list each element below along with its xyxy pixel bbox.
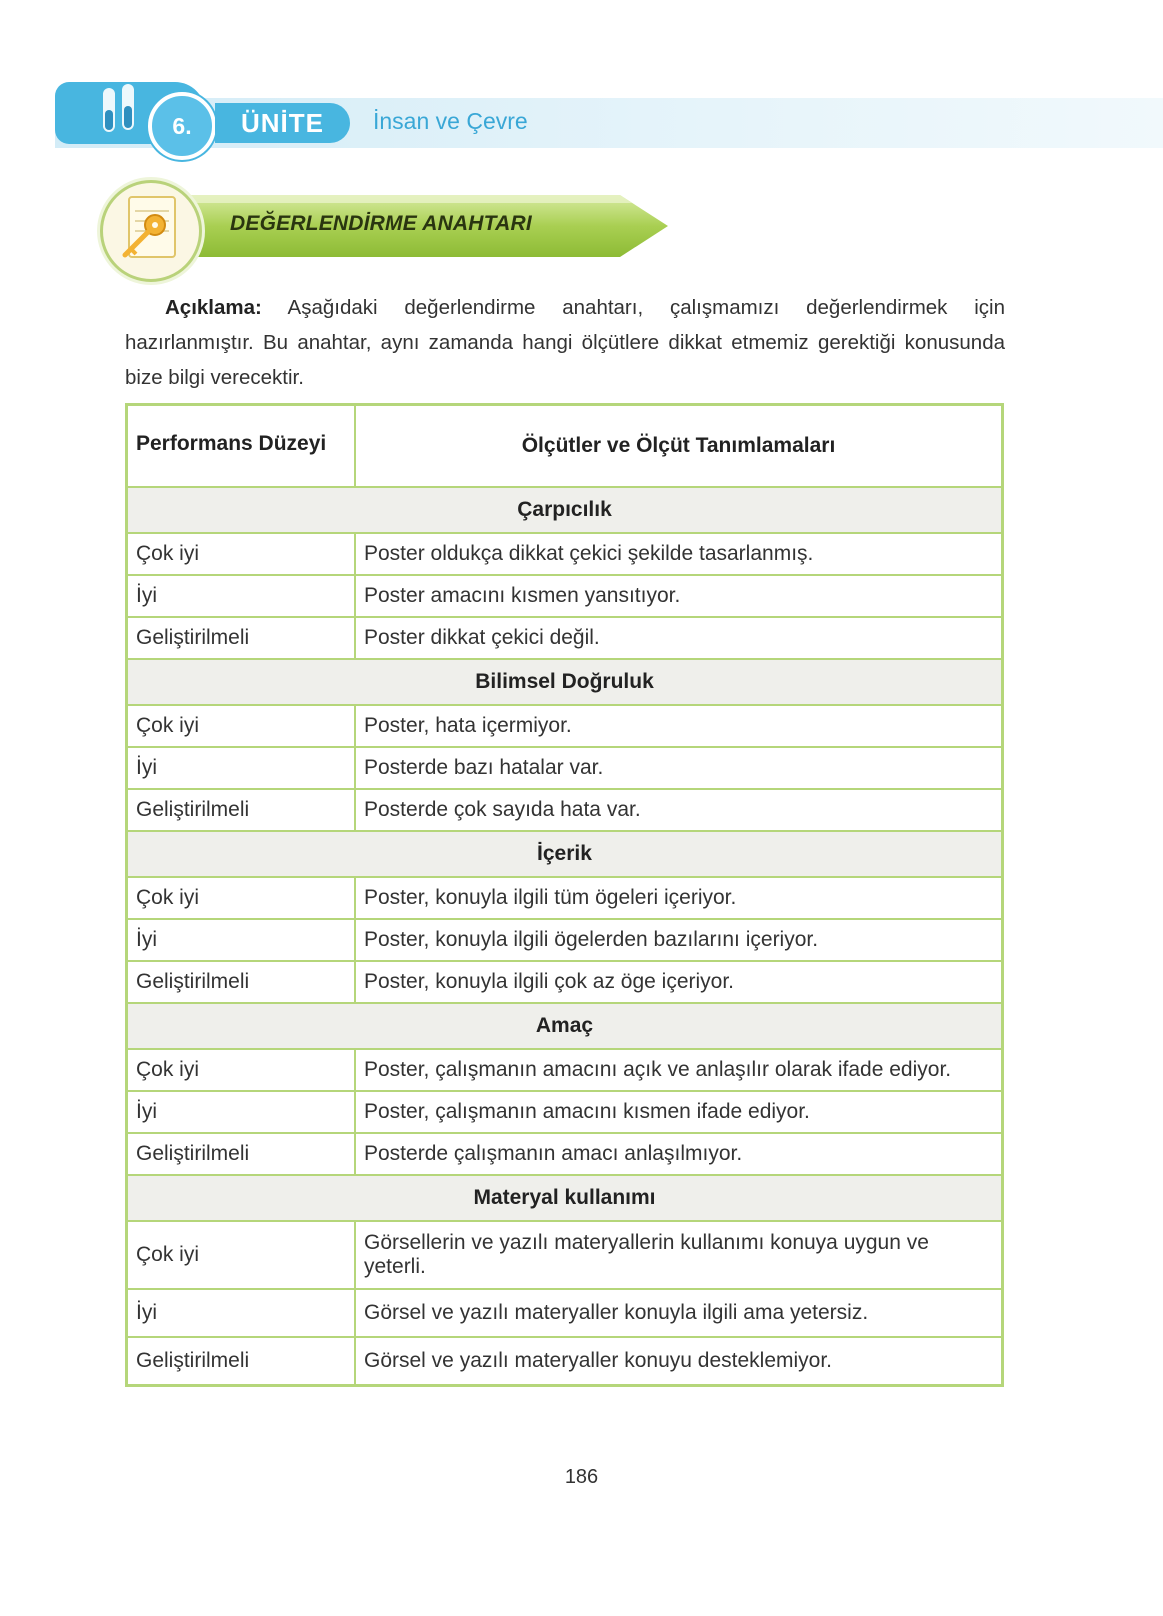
criteria-description-cell: Poster, çalışmanın amacını kısmen ifade ediyor. (355, 1091, 1003, 1133)
performance-level-cell: Geliştirilmeli (127, 789, 356, 831)
unit-title: İnsan ve Çevre (373, 108, 528, 134)
performance-level-cell: İyi (127, 1289, 356, 1337)
performance-level-cell: Geliştirilmeli (127, 1133, 356, 1175)
performance-level-cell: Çok iyi (127, 1049, 356, 1091)
table-row (127, 1091, 1003, 1133)
category-title: Çarpıcılık (127, 487, 1003, 533)
category-row (127, 659, 1003, 705)
description-paragraph (125, 290, 1005, 395)
performance-level-cell: Çok iyi (127, 877, 356, 919)
performance-level-cell: Çok iyi (127, 1221, 356, 1289)
performance-level-cell: Geliştirilmeli (127, 1337, 356, 1386)
performance-level-cell: İyi (127, 575, 356, 617)
criteria-description-cell: Posterde bazı hatalar var. (355, 747, 1003, 789)
key-notebook-icon (100, 180, 202, 282)
section-title: DEĞERLENDİRME ANAHTARI (230, 212, 532, 235)
performance-level-cell: Geliştirilmeli (127, 961, 356, 1003)
table-row (127, 1133, 1003, 1175)
category-title: Amaç (127, 1003, 1003, 1049)
table-header-row (127, 405, 1003, 488)
criteria-description-cell: Poster dikkat çekici değil. (355, 617, 1003, 659)
table-row (127, 877, 1003, 919)
category-row (127, 1003, 1003, 1049)
category-title: Bilimsel Doğruluk (127, 659, 1003, 705)
criteria-description-cell: Poster amacını kısmen yansıtıyor. (355, 575, 1003, 617)
category-row (127, 1175, 1003, 1221)
table-row (127, 1337, 1003, 1386)
criteria-description-cell: Poster, konuyla ilgili çok az öge içeriyor. (355, 961, 1003, 1003)
table-row (127, 705, 1003, 747)
criteria-description-cell: Görsel ve yazılı materyaller konuyu desteklemiyor. (355, 1337, 1003, 1386)
test-tubes-icon (100, 80, 140, 140)
criteria-description-cell: Poster oldukça dikkat çekici şekilde tasarlanmış. (355, 533, 1003, 575)
table-row (127, 789, 1003, 831)
table-row (127, 919, 1003, 961)
category-row (127, 487, 1003, 533)
criteria-description-cell: Poster, konuyla ilgili tüm ögeleri içeriyor. (355, 877, 1003, 919)
unit-number: 6. (148, 92, 216, 160)
category-row (127, 831, 1003, 877)
table-row (127, 1221, 1003, 1289)
category-title: Materyal kullanımı (127, 1175, 1003, 1221)
performance-level-cell: Çok iyi (127, 705, 356, 747)
table-row (127, 747, 1003, 789)
table-row (127, 617, 1003, 659)
header-performance-level: Performans Düzeyi (127, 405, 356, 488)
criteria-description-cell: Posterde çok sayıda hata var. (355, 789, 1003, 831)
description-text: Aşağıdaki değerlendirme anahtarı, çalışmamızı değerlendirmek için hazırlanmıştır. Bu anahtar, aynı zamanda hangi ölçütlere dikkat etmemiz gerektiği konusunda bize bilgi verecektir. (125, 296, 1005, 389)
category-title: İçerik (127, 831, 1003, 877)
criteria-description-cell: Posterde çalışmanın amacı anlaşılmıyor. (355, 1133, 1003, 1175)
criteria-description-cell: Poster, çalışmanın amacını açık ve anlaşılır olarak ifade ediyor. (355, 1049, 1003, 1091)
performance-level-cell: Geliştirilmeli (127, 617, 356, 659)
table-row (127, 575, 1003, 617)
criteria-description-cell: Görsel ve yazılı materyaller konuyla ilgili ama yetersiz. (355, 1289, 1003, 1337)
table-row (127, 1289, 1003, 1337)
performance-level-cell: İyi (127, 919, 356, 961)
table-row (127, 961, 1003, 1003)
header-criteria: Ölçütler ve Ölçüt Tanımlamaları (355, 405, 1003, 488)
criteria-description-cell: Görsellerin ve yazılı materyallerin kullanımı konuya uygun ve yeterli. (355, 1221, 1003, 1289)
unit-label: ÜNİTE (215, 103, 350, 143)
rubric-table (125, 403, 1004, 1387)
performance-level-cell: İyi (127, 1091, 356, 1133)
performance-level-cell: İyi (127, 747, 356, 789)
performance-level-cell: Çok iyi (127, 533, 356, 575)
criteria-description-cell: Poster, hata içermiyor. (355, 705, 1003, 747)
rubric-body (127, 487, 1003, 1386)
criteria-description-cell: Poster, konuyla ilgili ögelerden bazılarını içeriyor. (355, 919, 1003, 961)
table-row (127, 533, 1003, 575)
description-lead: Açıklama: (165, 296, 262, 319)
table-row (127, 1049, 1003, 1091)
page-number: 186 (564, 1466, 599, 1488)
